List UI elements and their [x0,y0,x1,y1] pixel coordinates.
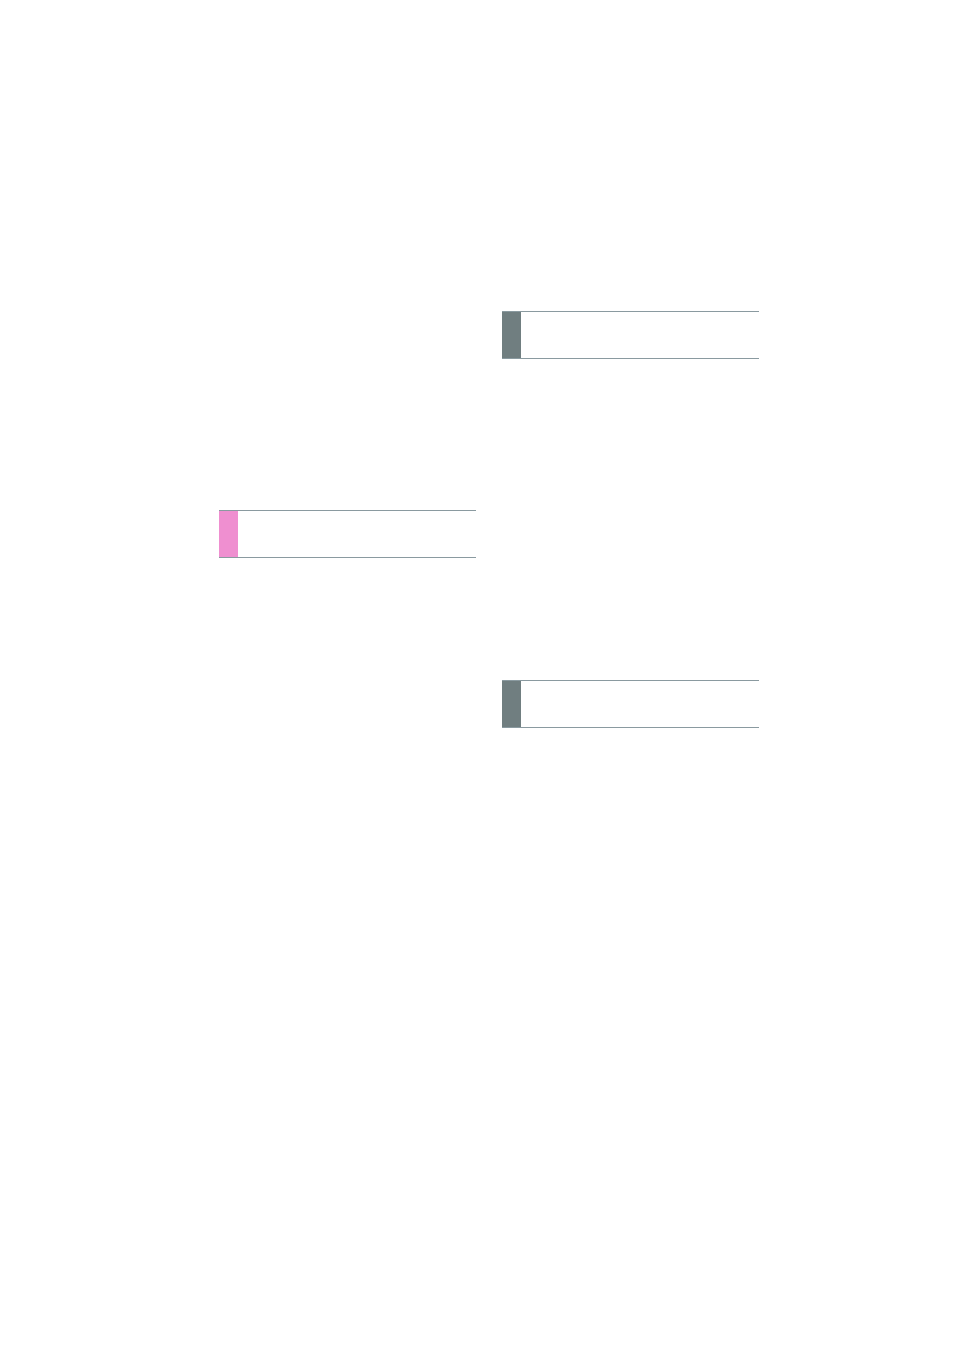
index-tab [502,681,521,727]
chapter-6-tab [502,312,521,358]
chapter-5-header[interactable] [219,510,476,558]
index-header[interactable] [502,680,759,728]
chapter-6-header[interactable] [502,311,759,359]
chapter-5-tab [219,511,238,557]
